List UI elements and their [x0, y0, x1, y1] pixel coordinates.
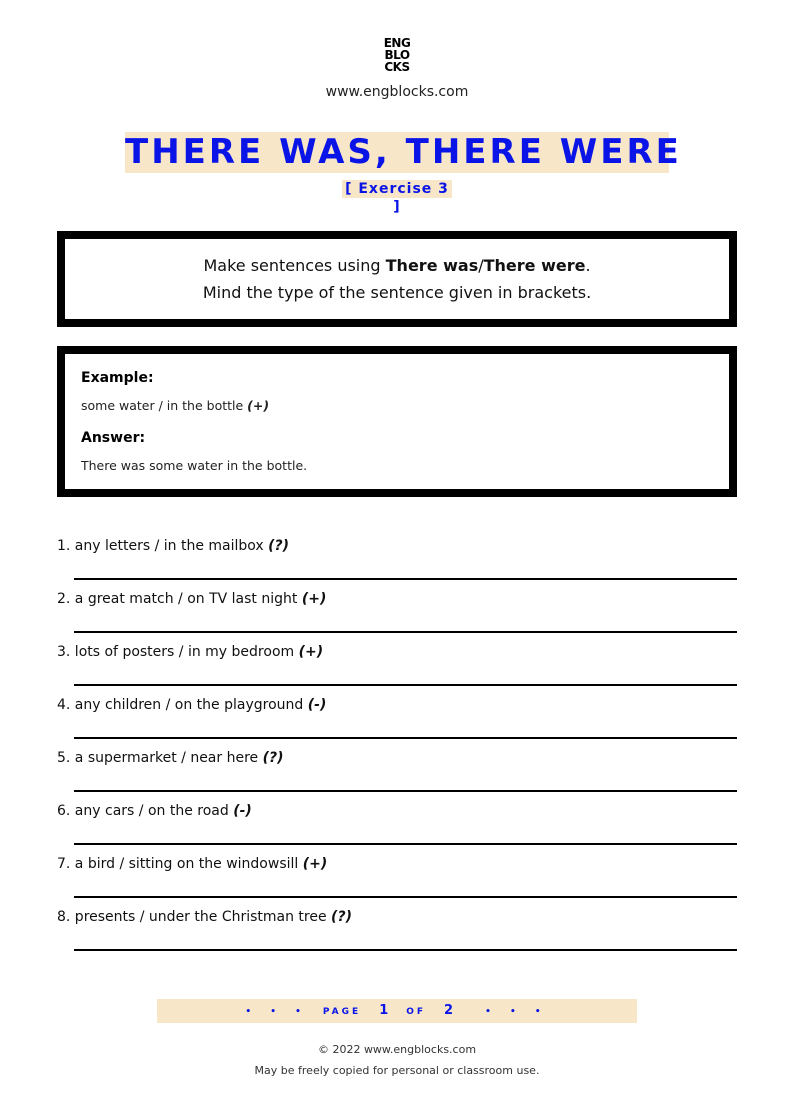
answer-line[interactable]: [74, 737, 737, 739]
item-prompt: [57, 856, 327, 872]
example-text: [81, 398, 269, 413]
answer-line[interactable]: [74, 578, 737, 580]
exercise-item: [57, 644, 737, 697]
logo-line: ENG: [383, 36, 411, 50]
item-type-tag: (-): [307, 697, 327, 713]
exercise-item: [57, 591, 737, 644]
item-type-tag: (?): [262, 750, 284, 766]
instructions-line-1: [65, 252, 729, 279]
item-prompt: [57, 644, 323, 660]
instructions-suffix: .: [585, 256, 591, 275]
page-label: PAGE: [322, 1007, 362, 1017]
exercise-item: [57, 909, 737, 962]
exercise-item: [57, 750, 737, 803]
exercise-item: [57, 803, 737, 856]
answer-label: Answer:: [81, 430, 146, 446]
answer-line[interactable]: [74, 790, 737, 792]
item-text: 1. any letters / in the mailbox: [57, 538, 269, 554]
site-url[interactable]: www.engblocks.com: [325, 84, 469, 100]
item-text: 6. any cars / on the road: [57, 803, 234, 819]
pagination-dots-left: • • •: [245, 1007, 309, 1017]
item-type-tag: (+): [302, 856, 328, 872]
item-prompt: [57, 909, 352, 925]
item-text: 8. presents / under the Christman tree: [57, 909, 332, 925]
item-prompt: [57, 697, 326, 713]
pagination-dots-right: • • •: [485, 1007, 549, 1017]
instructions-separator: /: [478, 256, 484, 275]
exercise-item: [57, 538, 737, 591]
instructions-line-2: Mind the type of the sentence given in brackets.: [202, 283, 592, 302]
item-prompt: [57, 538, 289, 554]
item-text: 4. any children / on the playground: [57, 697, 308, 713]
answer-text: There was some water in the bottle.: [81, 458, 308, 473]
copyright: © 2022 www.engblocks.com: [317, 1043, 477, 1056]
answer-line[interactable]: [74, 684, 737, 686]
item-prompt: [57, 803, 252, 819]
page-title: THERE WAS, THERE WERE: [125, 132, 682, 172]
item-type-tag: (-): [233, 803, 252, 819]
item-text: 5. a supermarket / near here: [57, 750, 263, 766]
logo-line: CKS: [384, 60, 410, 74]
answer-line[interactable]: [74, 896, 737, 898]
item-type-tag: (+): [298, 644, 324, 660]
item-prompt: [57, 750, 284, 766]
item-type-tag: (?): [268, 538, 290, 554]
exercise-label: [ Exercise 3 ]: [342, 180, 452, 198]
example-prompt: some water / in the bottle: [81, 398, 248, 413]
logo-line: BLO: [384, 48, 410, 62]
item-prompt: [57, 591, 326, 607]
instructions-box: [57, 231, 737, 327]
instructions-prefix: Make sentences using: [203, 256, 386, 275]
item-text: 7. a bird / sitting on the windowsill: [57, 856, 303, 872]
of-label: OF: [406, 1007, 427, 1017]
pagination-bar: [157, 999, 637, 1023]
item-type-tag: (+): [301, 591, 327, 607]
exercise-item: [57, 856, 737, 909]
there-was-bold: There was: [385, 256, 479, 275]
total-pages: 2: [444, 1003, 454, 1018]
answer-line[interactable]: [74, 843, 737, 845]
answer-line[interactable]: [74, 631, 737, 633]
there-were-bold: There were: [483, 256, 586, 275]
exercise-item: [57, 697, 737, 750]
current-page: 1: [379, 1003, 389, 1018]
usage-note: May be freely copied for personal or classroom use.: [254, 1064, 540, 1077]
item-text: 3. lots of posters / in my bedroom: [57, 644, 299, 660]
example-type-tag: (+): [247, 398, 270, 413]
item-type-tag: (?): [331, 909, 352, 925]
engblocks-logo: [381, 37, 413, 73]
item-text: 2. a great match / on TV last night: [57, 591, 302, 607]
example-label: Example:: [81, 370, 154, 386]
answer-line[interactable]: [74, 949, 737, 951]
example-box: [57, 346, 737, 497]
